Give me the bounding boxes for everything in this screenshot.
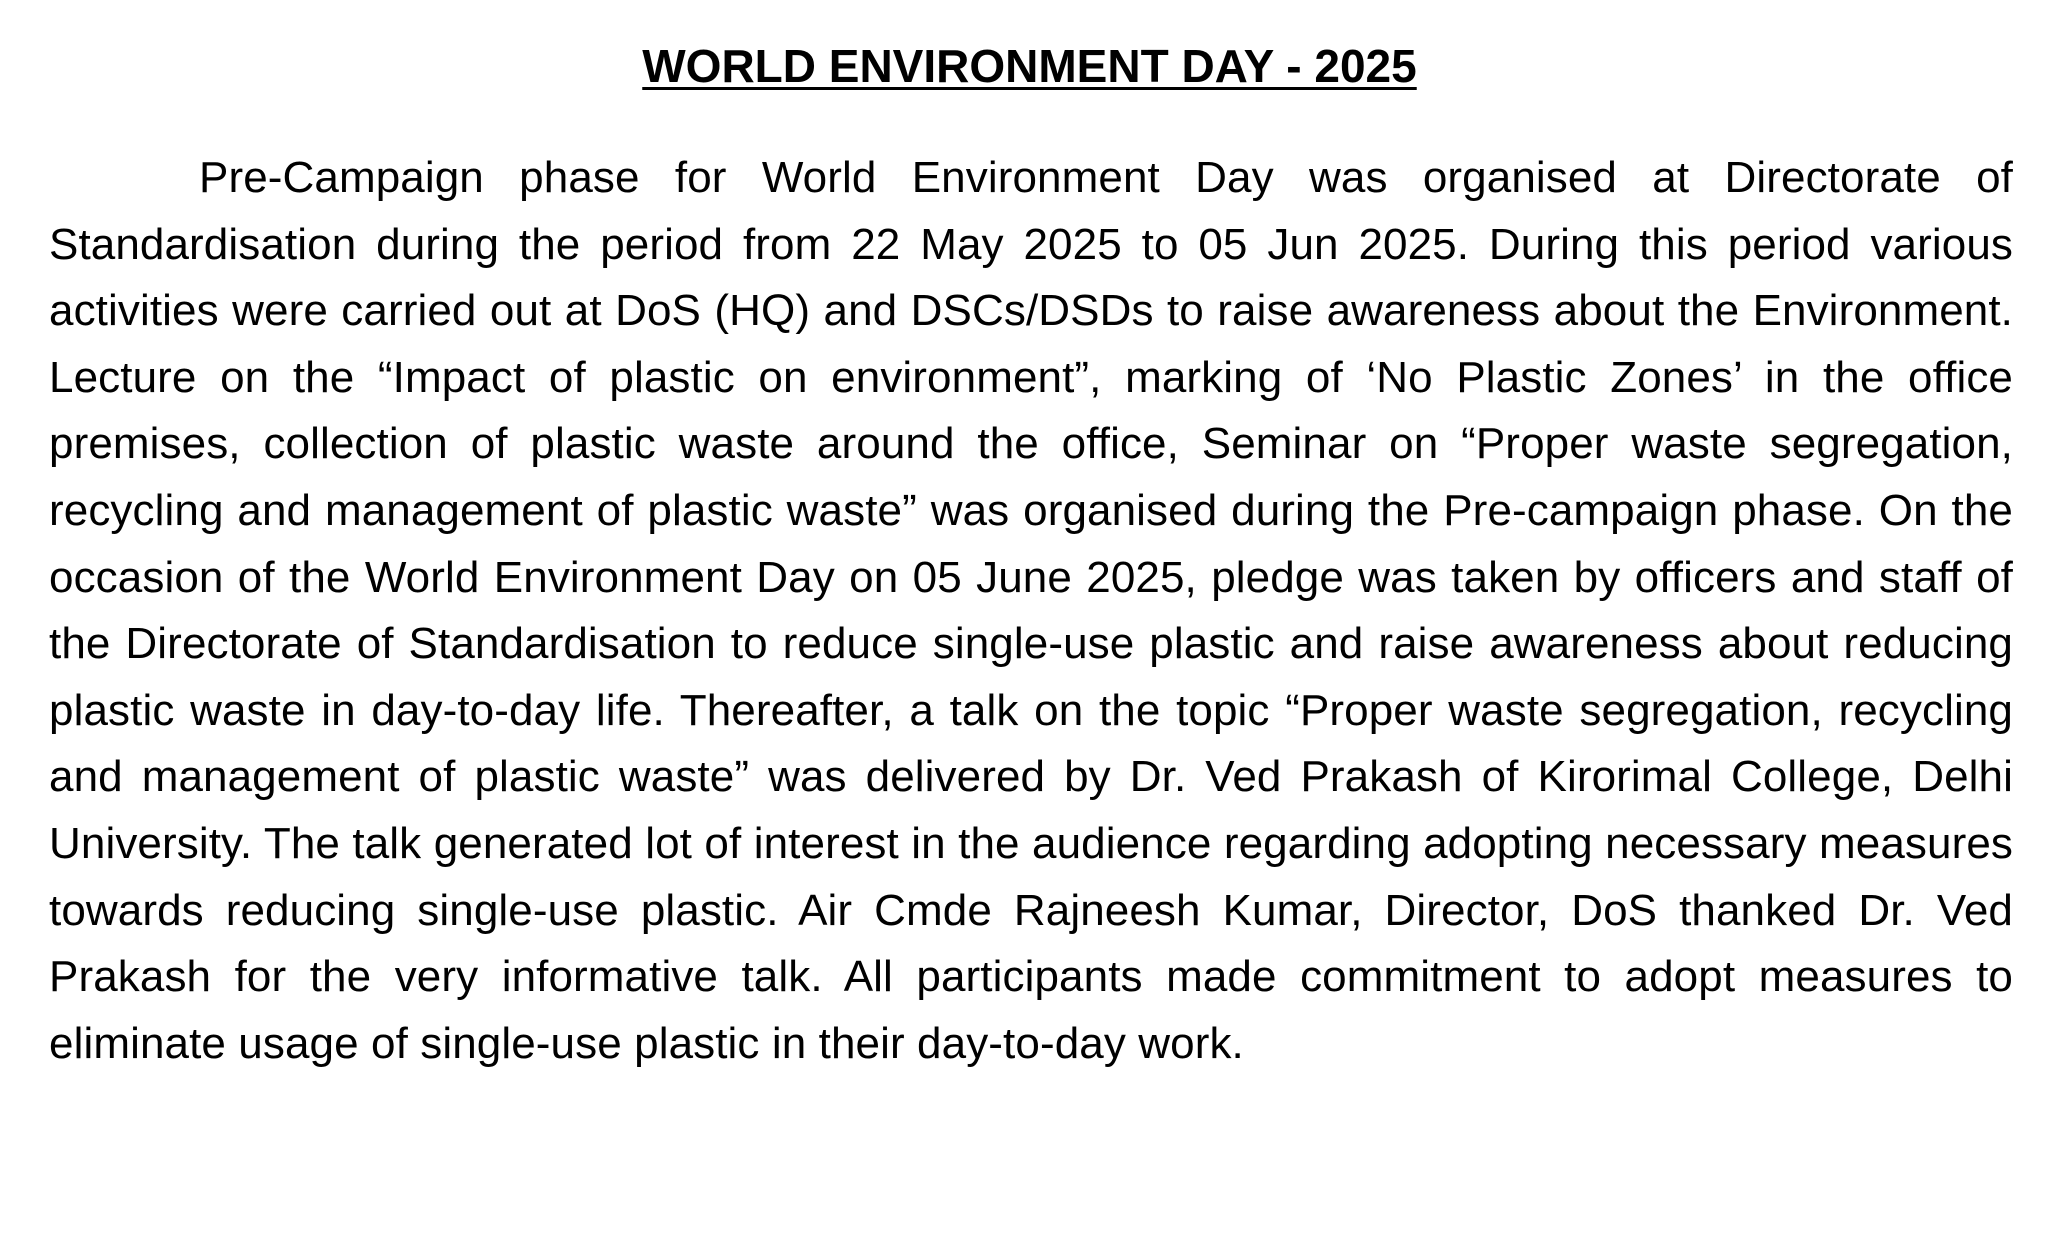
body-paragraph: Pre-Campaign phase for World Environment Day was organised at Directorate of Standardisation during the period from 22 May 2025 to 05 Jun 2025. During this period various activities were carried out at DoS (HQ) and DSCs/DSDs to raise awareness about the Environment. Lecture on the “Impact of plastic on environment”, marking of ‘No Plastic Zones’ in the office premises, collection of plastic waste around the office, Seminar on “Proper waste segregation, recycling and management of plastic waste” was organised during the Pre-campaign phase. On the occasion of the World Environment Day on 05 June 2025, pledge was taken by officers and staff of the Directorate of Standardisation to reduce single-use plastic and raise awareness about reducing plastic waste in day-to-day life. Thereafter, a talk on the topic “Proper waste segregation, recycling and management of plastic waste” was delivered by Dr. Ved Prakash of Kirorimal College, Delhi University. The talk generated lot of interest in the audience regarding adopting necessary measures towards reducing single-use plastic. Air Cmde Rajneesh Kumar, Director, DoS thanked Dr. Ved Prakash for the very informative talk. All participants made commitment to adopt measures to eliminate usage of single-use plastic in their day-to-day work.: [49, 153, 2013, 1068]
document-title: WORLD ENVIRONMENT DAY - 2025: [642, 40, 1417, 92]
